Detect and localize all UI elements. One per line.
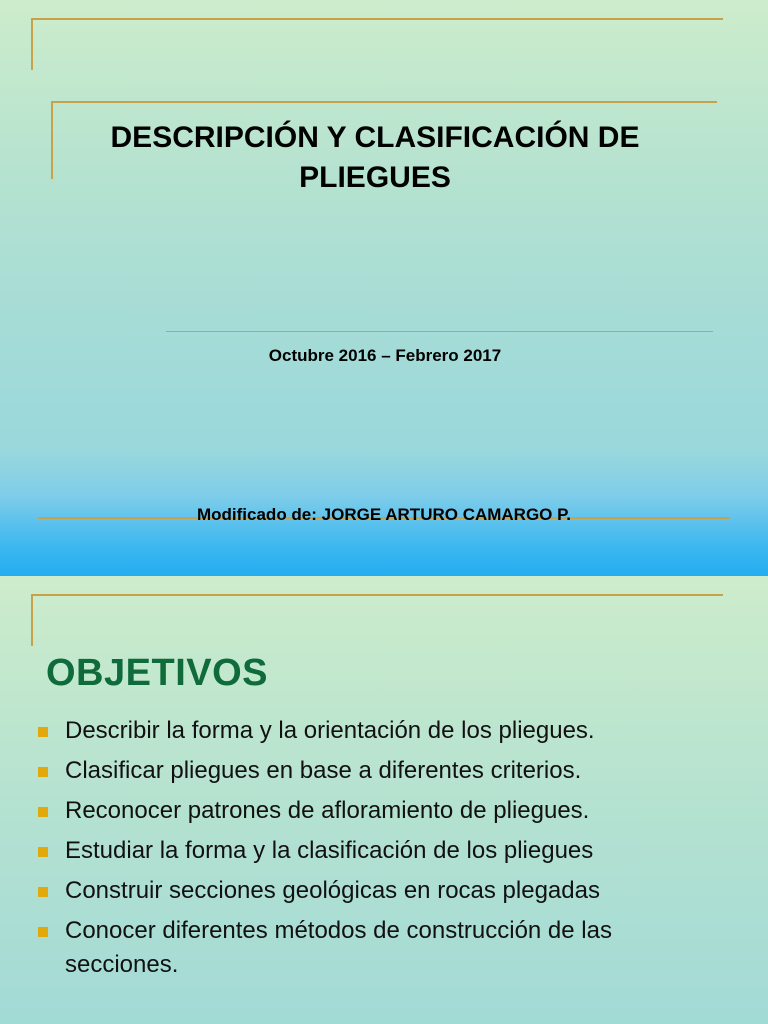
title-bracket (51, 101, 53, 179)
list-item: Estudiar la forma y la clasificación de los pliegues (0, 834, 768, 868)
slide-title: DESCRIPCIÓN Y CLASIFICACIÓN DE PLIEGUES (110, 121, 640, 194)
square-bullet-icon (38, 767, 48, 777)
top-rule (31, 18, 723, 20)
list-item: Conocer diferentes métodos de construcción de las secciones. (0, 914, 768, 982)
top-left-bracket (31, 594, 33, 646)
top-rule (31, 594, 723, 596)
list-item: Clasificar pliegues en base a diferentes criterios. (0, 754, 768, 788)
top-left-bracket (31, 18, 33, 70)
title-rule (51, 101, 717, 103)
square-bullet-icon (38, 927, 48, 937)
objectives-list (0, 714, 768, 988)
objectives-slide (0, 576, 768, 1024)
square-bullet-icon (38, 807, 48, 817)
square-bullet-icon (38, 727, 48, 737)
objectives-heading: OBJETIVOS (46, 652, 268, 694)
author-credit: Modificado de: JORGE ARTURO CAMARGO P. (196, 505, 572, 524)
square-bullet-icon (38, 847, 48, 857)
subtitle-rule (166, 331, 713, 332)
list-item: Describir la forma y la orientación de los pliegues. (0, 714, 768, 748)
square-bullet-icon (38, 887, 48, 897)
list-item: Construir secciones geológicas en rocas plegadas (0, 874, 768, 908)
list-item: Reconocer patrones de afloramiento de pliegues. (0, 794, 768, 828)
date-range: Octubre 2016 – Febrero 2017 (268, 346, 502, 365)
